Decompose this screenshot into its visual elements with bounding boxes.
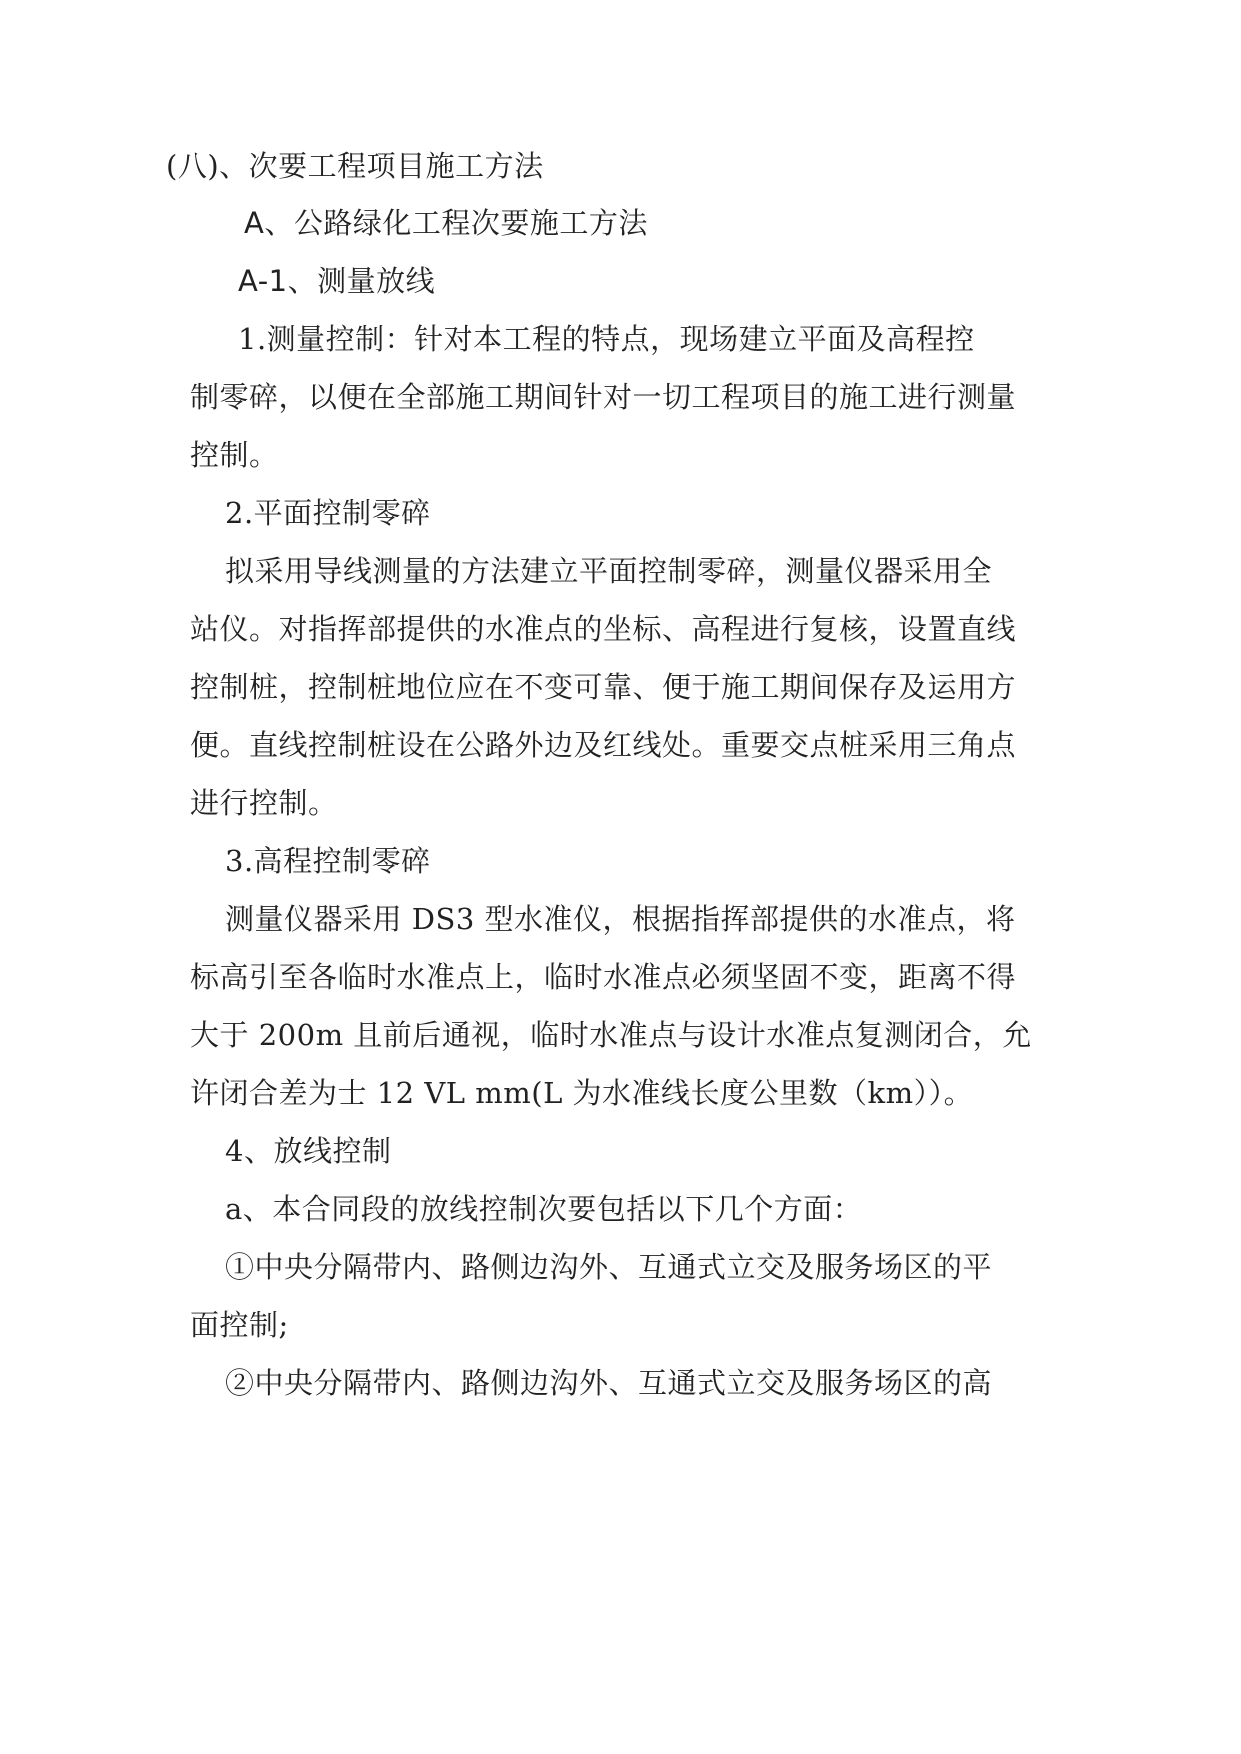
paragraph-1-line-2: 制零碎，以便在全部施工期间针对一切工程项目的施工进行测量 <box>190 380 1017 414</box>
paragraph-2-line-3: 控制桩，控制桩地位应在不变可靠、便于施工期间保存及运用方 <box>190 670 1017 704</box>
list-item-1-line-1: ①中央分隔带内、路侧边沟外、互通式立交及服务场区的平 <box>225 1250 993 1284</box>
subheading-a1: A-1、测量放线 <box>238 264 436 298</box>
item-3-title: 3.高程控制零碎 <box>225 844 431 878</box>
section-heading: (八)、次要工程项目施工方法 <box>166 149 544 183</box>
paragraph-3-line-2: 标高引至各临时水准点上，临时水准点必须坚固不变，距离不得 <box>190 960 1017 994</box>
paragraph-1-line-1: 1.测量控制：针对本工程的特点，现场建立平面及高程控 <box>238 322 975 356</box>
paragraph-2-line-1: 拟采用导线测量的方法建立平面控制零碎，测量仪器采用全 <box>225 554 993 588</box>
list-item-1-line-2: 面控制; <box>190 1308 289 1342</box>
paragraph-2-line-2: 站仪。对指挥部提供的水准点的坐标、高程进行复核，设置直线 <box>190 612 1017 646</box>
list-item-2-line-1: ②中央分隔带内、路侧边沟外、互通式立交及服务场区的高 <box>225 1366 993 1400</box>
item-4-title: 4、放线控制 <box>225 1134 392 1168</box>
paragraph-3-line-4: 许闭合差为士 12 VL mm(L 为水准线长度公里数（km））。 <box>190 1076 974 1110</box>
subheading-a: A、公路绿化工程次要施工方法 <box>244 206 648 240</box>
paragraph-1-line-3: 控制。 <box>190 438 279 472</box>
paragraph-4: a、本合同段的放线控制次要包括以下几个方面： <box>225 1192 863 1226</box>
paragraph-3-line-3: 大于 200m 且前后通视，临时水准点与设计水准点复测闭合，允 <box>190 1018 1032 1052</box>
paragraph-2-line-4: 便。直线控制桩设在公路外边及红线处。重要交点桩采用三角点 <box>190 728 1017 762</box>
item-2-title: 2.平面控制零碎 <box>225 496 431 530</box>
paragraph-3-line-1: 测量仪器采用 DS3 型水准仪，根据指挥部提供的水准点，将 <box>225 902 1016 936</box>
paragraph-2-line-5: 进行控制。 <box>190 786 338 820</box>
